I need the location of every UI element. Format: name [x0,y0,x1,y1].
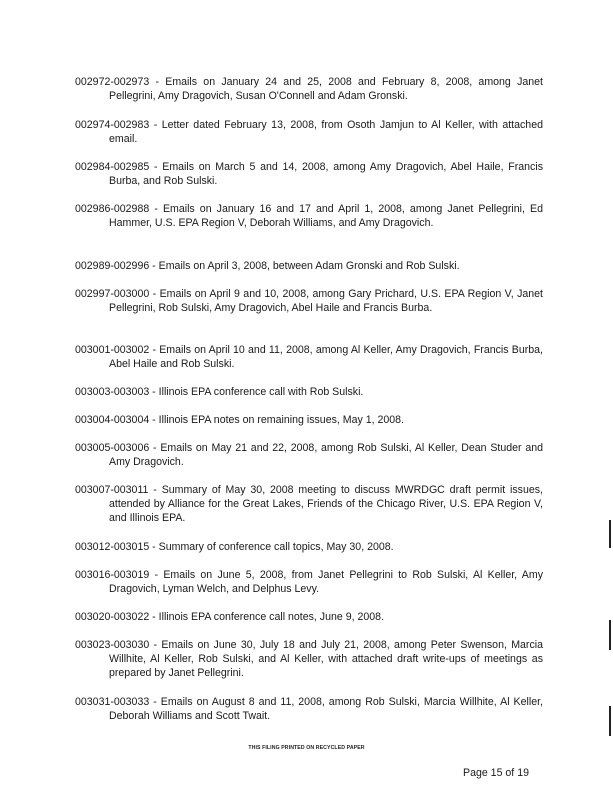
bates-range: 002986-002988 [75,202,150,215]
entry-description: Emails on June 5, 2008, from Janet Pellegrini to Rob Sulski, Al Keller, Amy Dragovich, Lyman Welch, and Delphus Levy. [109,568,543,595]
index-entry [75,259,543,273]
entry-description: Summary of conference call topics, May 30, 2008. [158,540,394,553]
recycled-paper-note: THIS FILING PRINTED ON RECYCLED PAPER [248,745,365,751]
entry-description: Emails on May 21 and 22, 2008, among Rob Sulski, Al Keller, Dean Studer and Amy Dragovich. [109,441,543,468]
entry-description: Illinois EPA conference call with Rob Sulski. [158,385,364,398]
bates-range: 002972-002973 [75,75,150,88]
index-entry [75,160,543,189]
index-entry [75,441,543,470]
index-entry [75,118,543,147]
entry-description: Emails on April 10 and 11, 2008, among Al Keller, Amy Dragovich, Francis Burba, Abel Haile and Rob Sulski. [109,343,543,370]
bates-range: 002997-003000 [75,287,150,300]
entry-separator: - [148,483,162,496]
index-entry [75,343,543,372]
bates-range: 003031-003033 [75,695,150,708]
page-number: Page 15 of 19 [463,767,529,779]
entry-description: Emails on April 9 and 10, 2008, among Gary Prichard, U.S. EPA Region V, Janet Pellegrini, Rob Sulski, Amy Dragovich, Abel Haile and Francis Burba. [109,287,543,314]
bates-range: 002974-002983 [75,118,150,131]
entry-separator: - [149,610,159,623]
entry-description: Illinois EPA notes on remaining issues, May 1, 2008. [158,413,405,426]
entry-description: Emails on March 5 and 14, 2008, among Amy Dragovich, Abel Haile, Francis Burba, and Rob Sulski. [109,160,543,187]
index-entry [75,385,543,399]
entry-separator: - [149,385,159,398]
index-entry [75,202,543,231]
bates-range: 003020-003022 [75,610,150,623]
bates-range: 002989-002996 [75,259,150,272]
scan-artifact-mark [609,520,611,548]
bates-range: 003012-003015 [75,540,150,553]
entry-separator: - [149,287,160,300]
bates-range: 003004-003004 [75,413,150,426]
index-entry [75,638,543,681]
bates-range: 002984-002985 [75,160,150,173]
entry-separator: - [149,160,163,173]
bates-range: 003005-003006 [75,441,150,454]
entry-description: Emails on January 24 and 25, 2008 and February 8, 2008, among Janet Pellegrini, Amy Dragovich, Susan O'Connell and Adam Gronski. [109,75,543,102]
entry-separator: - [149,568,164,581]
entry-description: Emails on April 3, 2008, between Adam Gronski and Rob Sulski. [158,259,460,272]
index-entry [75,540,543,554]
entry-description: Letter dated February 13, 2008, from Osoth Jamjun to Al Keller, with attached email. [109,118,543,145]
index-entry [75,695,543,724]
scan-artifact-mark [609,620,611,650]
entry-separator: - [149,638,162,651]
bates-range: 003007-003011 [75,483,149,496]
entry-description: Emails on August 8 and 11, 2008, among Rob Sulski, Marcia Willhite, Al Keller, Deborah Williams and Scott Twait. [109,695,544,722]
entry-separator: - [149,413,159,426]
index-entry [75,413,543,427]
index-entry [75,287,543,316]
entry-separator: - [149,695,161,708]
bates-range: 003016-003019 [75,568,150,581]
index-entry [75,610,543,624]
scan-artifact-mark [609,706,611,736]
entry-separator: - [149,540,159,553]
bates-range: 003001-003002 [75,343,150,356]
entry-description: Emails on June 30, July 18 and July 21, 2008, among Peter Swenson, Marcia Willhite, Al Keller, Rob Sulski, and Al Keller, with attached draft write-ups of meetings as prepared by Janet Pellegrini. [109,638,543,680]
entry-separator: - [149,75,166,88]
entry-separator: - [149,202,163,215]
entry-description: Summary of May 30, 2008 meeting to discuss MWRDGC draft permit issues, attended by Alliance for the Great Lakes, Friends of the Chicago River, U.S. EPA Region V, and Illinois EPA. [109,483,543,525]
index-entry [75,483,543,526]
entry-separator: - [149,259,159,272]
index-entry [75,75,543,104]
entry-separator: - [149,118,162,131]
entry-description: Illinois EPA conference call notes, June 9, 2008. [158,610,385,623]
entry-description: Emails on January 16 and 17 and April 1, 2008, among Janet Pellegrini, Ed Hammer, U.S. EPA Region V, Deborah Williams, and Amy Dragovich. [109,202,543,229]
index-entry [75,568,543,597]
entry-separator: - [149,441,161,454]
bates-range: 003003-003003 [75,385,150,398]
bates-range: 003023-003030 [75,638,150,651]
entry-separator: - [149,343,160,356]
